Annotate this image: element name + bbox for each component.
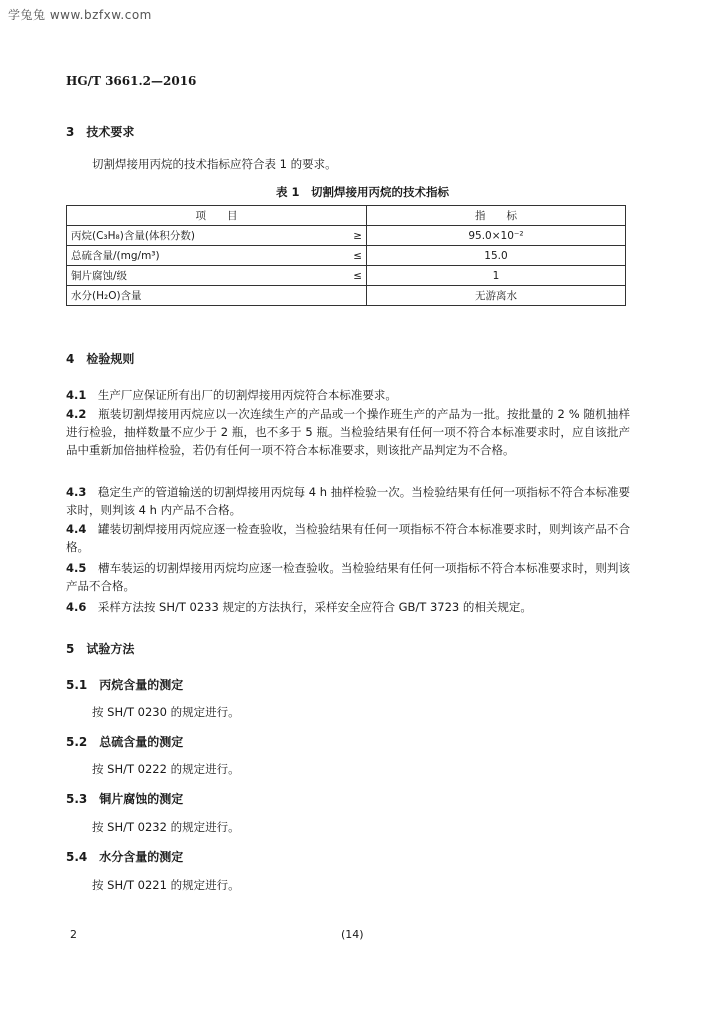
clause-number: 4.5 xyxy=(66,561,87,575)
subsection-5-3-text: 按 SH/T 0232 的规定进行。 xyxy=(92,820,240,834)
table-header-row xyxy=(67,206,626,226)
clause-4-3 xyxy=(66,483,630,519)
clause-text: 槽车装运的切割焊接用丙烷均应逐一检查验收。当检验结果有任何一项指标不符合本标准要求时，则判该产品不合格。 xyxy=(66,561,631,593)
standard-number: HG/T 3661.2—2016 xyxy=(66,74,197,88)
clause-4-1 xyxy=(66,386,630,404)
column-header-item: 项 目 xyxy=(67,206,367,226)
clause-number: 4.6 xyxy=(66,600,87,614)
row-value: 95.0×10⁻² xyxy=(367,226,626,246)
table-1-caption: 表 1 切割焊接用丙烷的技术指标 xyxy=(275,185,449,199)
clause-4-6 xyxy=(66,598,630,616)
section-3-heading: 3 技术要求 xyxy=(66,125,135,139)
table-row xyxy=(67,246,626,266)
clause-text: 瓶装切割焊接用丙烷应以一次连续生产的产品或一个操作班生产的产品为一批。按批量的 2 % 随机抽样进行检验，抽样数量不应少于 2 瓶，也不多于 5 瓶。当检验结果有任何一项不符合本标准要求时，应自该批产品中重新加倍抽样检验，若仍有任何一项不符合本标准要求，则该批产品判定为不合格。 xyxy=(66,407,630,457)
watermark-text: 学兔兔 www.bzfxw.com xyxy=(8,8,152,22)
clause-text: 稳定生产的管道输送的切割焊接用丙烷每 4 h 抽样检验一次。当检验结果有任何一项指标不符合本标准要求时，则判该 4 h 内产品不合格。 xyxy=(66,485,630,517)
footer-center-number: (14) xyxy=(341,928,364,941)
clause-4-2 xyxy=(66,405,630,459)
table-row xyxy=(67,266,626,286)
clause-text: 采样方法按 SH/T 0233 规定的方法执行，采样安全应符合 GB/T 3723 的相关规定。 xyxy=(97,600,532,614)
row-value: 15.0 xyxy=(367,246,626,266)
section-4-heading: 4 检验规则 xyxy=(66,352,135,366)
clause-4-4 xyxy=(66,520,630,556)
subsection-5-1-text: 按 SH/T 0230 的规定进行。 xyxy=(92,705,240,719)
row-symbol: ≥ xyxy=(328,226,367,246)
row-item: 水分(H₂O)含量 xyxy=(67,286,329,306)
clause-number: 4.1 xyxy=(66,388,87,402)
subsection-5-2-text: 按 SH/T 0222 的规定进行。 xyxy=(92,762,240,776)
table-row xyxy=(67,286,626,306)
row-item: 丙烷(C₃H₈)含量(体积分数) xyxy=(67,226,329,246)
subsection-5-2-heading: 5.2 总硫含量的测定 xyxy=(66,735,184,749)
subsection-5-4-heading: 5.4 水分含量的测定 xyxy=(66,850,184,864)
clause-4-5 xyxy=(66,559,630,595)
clause-number: 4.2 xyxy=(66,407,87,421)
clause-text: 生产厂应保证所有出厂的切割焊接用丙烷符合本标准要求。 xyxy=(97,388,397,402)
clause-number: 4.3 xyxy=(66,485,87,499)
column-header-value: 指 标 xyxy=(367,206,626,226)
spec-table xyxy=(66,205,626,306)
clause-number: 4.4 xyxy=(66,522,87,536)
row-symbol xyxy=(328,286,367,306)
row-item: 总硫含量/(mg/m³) xyxy=(67,246,329,266)
clause-text: 罐装切割焊接用丙烷应逐一检查验收，当检验结果有任何一项指标不符合本标准要求时，则判该产品不合格。 xyxy=(66,522,631,554)
row-value: 无游离水 xyxy=(367,286,626,306)
page-number: 2 xyxy=(70,928,77,941)
subsection-5-4-text: 按 SH/T 0221 的规定进行。 xyxy=(92,878,240,892)
row-symbol: ≤ xyxy=(328,246,367,266)
subsection-5-1-heading: 5.1 丙烷含量的测定 xyxy=(66,678,184,692)
row-symbol: ≤ xyxy=(328,266,367,286)
table-row xyxy=(67,226,626,246)
row-item: 铜片腐蚀/级 xyxy=(67,266,329,286)
section-3-intro: 切割焊接用丙烷的技术指标应符合表 1 的要求。 xyxy=(92,157,337,171)
subsection-5-3-heading: 5.3 铜片腐蚀的测定 xyxy=(66,792,184,806)
row-value: 1 xyxy=(367,266,626,286)
section-5-heading: 5 试验方法 xyxy=(66,642,135,656)
